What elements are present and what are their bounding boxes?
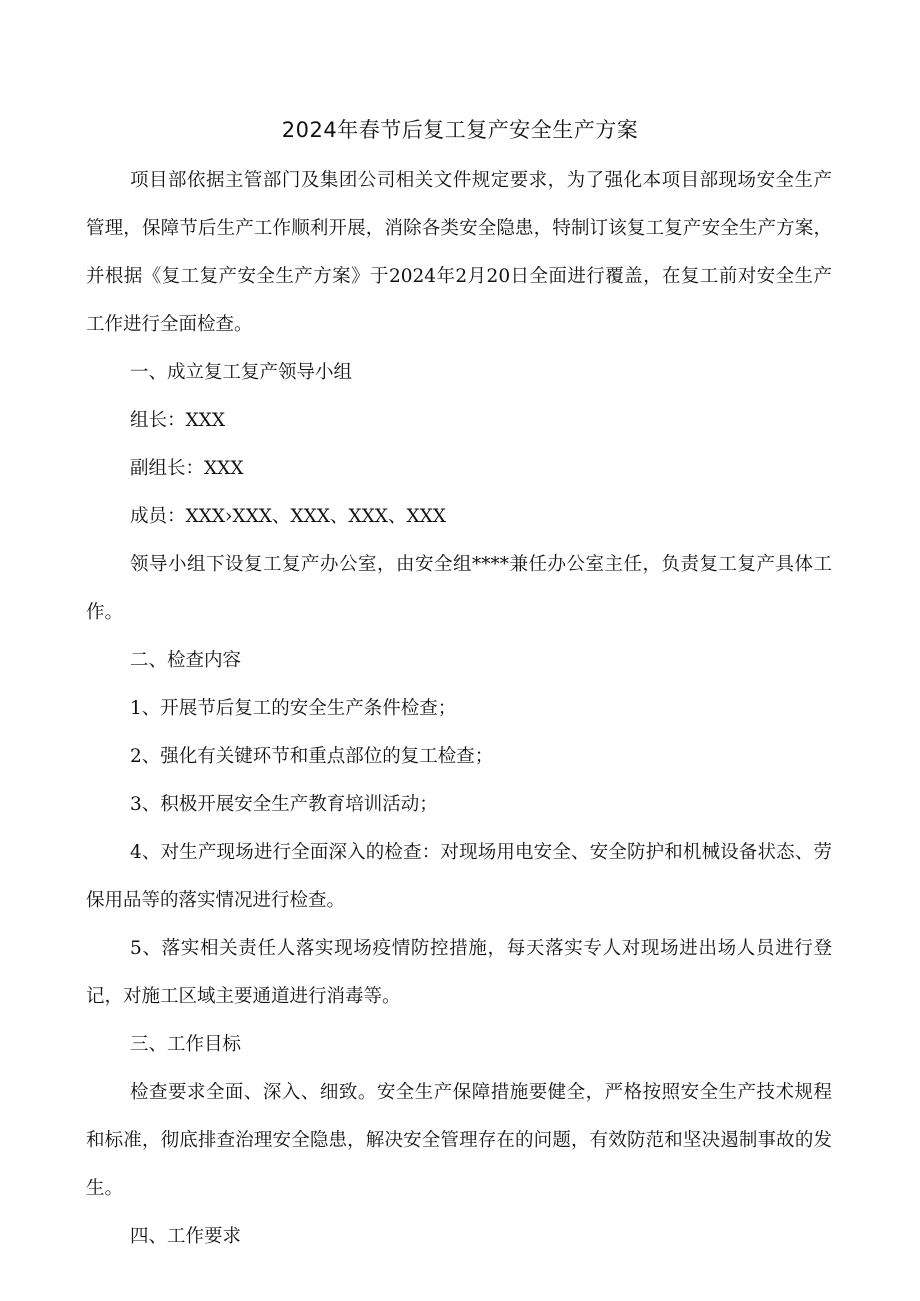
paragraph-intro: 项目部依据主管部门及集团公司相关文件规定要求，为了强化本项目部现场安全生产管理，保障节后生产工作顺利开展，消除各类安全隐患，特制订该复工复产安全生产方案，并根据《复工复产安全生产方案》于2024年2月20日全面进行覆盖，在复工前对安全生产工作进行全面检查。 (86, 170, 832, 335)
list-item-3: 3、积极开展安全生产教育培训活动； (130, 794, 438, 815)
section-heading-goals: 三、工作目标 (130, 1034, 242, 1055)
paragraph-goals: 检查要求全面、深入、细致。安全生产保障措施要健全，严格按照安全生产技术规程和标准，彻底排查治理安全隐患，解决安全管理存在的问题，有效防范和坚决遏制事故的发生。 (86, 1082, 832, 1199)
list-item-2: 2、强化有关键环节和重点部位的复工检查； (130, 746, 494, 767)
section-heading-inspection: 二、检查内容 (130, 650, 242, 671)
deputy-leader-line: 副组长：XXX (130, 458, 244, 479)
list-item-4: 4、对生产现场进行全面深入的检查：对现场用电安全、安全防护和机械设备状态、劳保用品等的落实情况进行检查。 (86, 842, 832, 911)
group-leader-line: 组长：XXX (130, 410, 226, 431)
list-item-5: 5、落实相关责任人落实现场疫情防控措施，每天落实专人对现场进出场人员进行登记，对施工区域主要通道进行消毒等。 (86, 938, 832, 1007)
section-heading-requirements: 四、工作要求 (130, 1226, 242, 1247)
members-line: 成员：XXX›XXX、XXX、XXX、XXX (130, 506, 446, 527)
document-title: 2024年春节后复工复产安全生产方案 (281, 118, 639, 142)
list-item-1: 1、开展节后复工的安全生产条件检查； (130, 698, 457, 719)
document-body (86, 157, 832, 1261)
paragraph-office: 领导小组下设复工复产办公室，由安全组****兼任办公室主任，负责复工复产具体工作。 (86, 554, 832, 623)
section-heading-leadership-group: 一、成立复工复产领导小组 (130, 362, 353, 383)
